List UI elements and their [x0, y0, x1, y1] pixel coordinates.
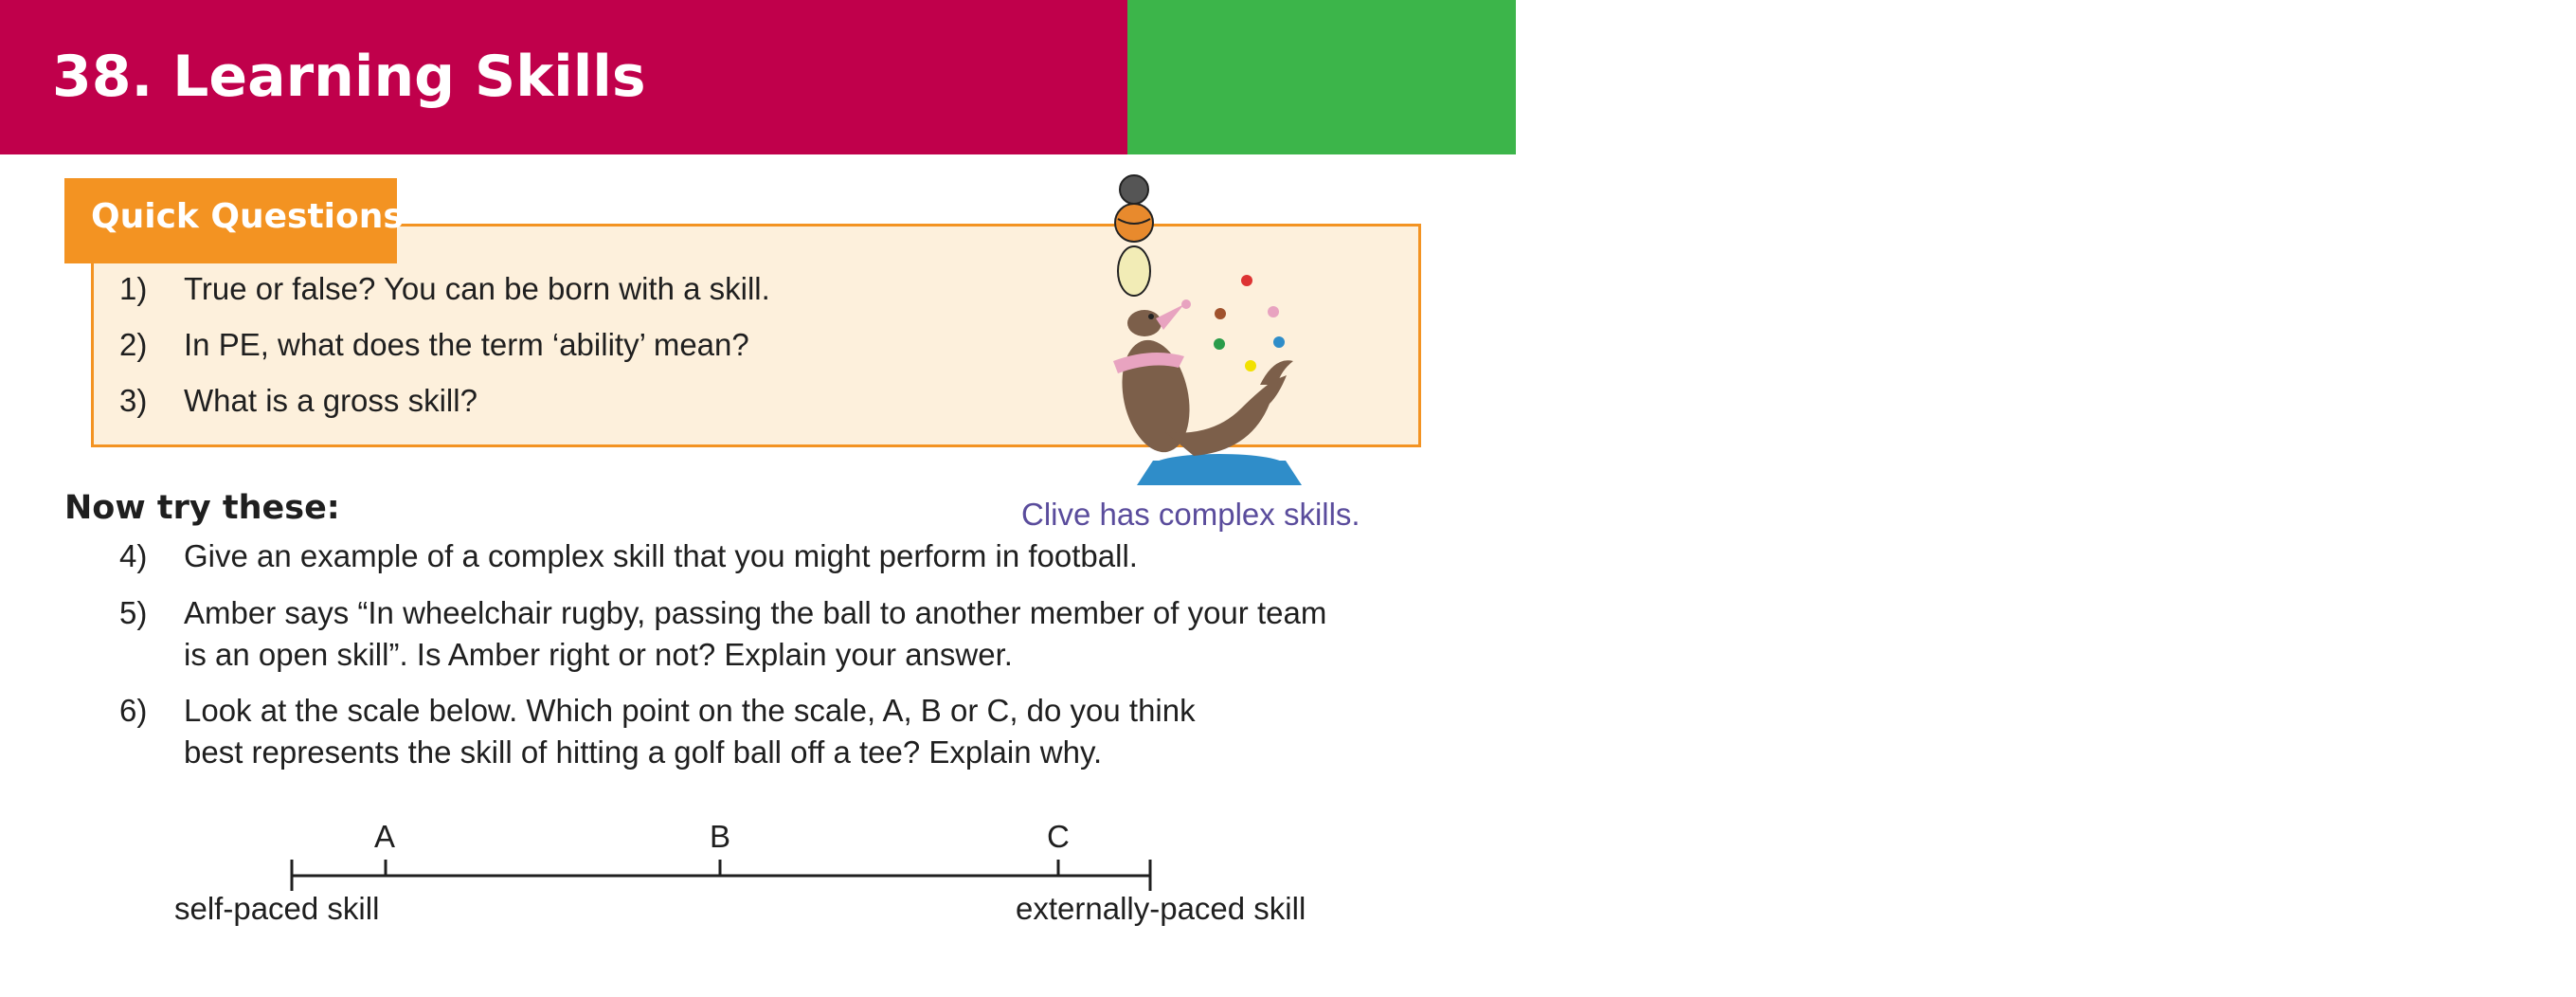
- question-number: 5): [119, 595, 148, 630]
- question-text-line-2: is an open skill”. Is Amber right or not? Explain your answer.: [184, 637, 1013, 672]
- scale-right-label: externally-paced skill: [1016, 891, 1306, 926]
- question-number: 1): [119, 271, 148, 306]
- scale-point-a: A: [374, 819, 396, 854]
- now-try-heading: Now try these:: [64, 489, 340, 527]
- question-text-line-1: Amber says “In wheelchair rugby, passing the ball to another member of your team: [184, 595, 1327, 630]
- section-banner: [1127, 0, 2576, 154]
- question-text-line-1: Look at the scale below. Which point on the scale, A, B or C, do you think: [184, 693, 1196, 728]
- page-title: 38. Learning Skills: [52, 44, 646, 110]
- question-text: In PE, what does the term ‘ability’ mean?: [184, 327, 749, 362]
- quick-questions-heading: Quick Questions: [91, 197, 404, 236]
- title-banner: [0, 0, 1127, 154]
- question-number: 4): [119, 538, 148, 573]
- question-number: 6): [119, 693, 148, 728]
- quick-questions-tab: [64, 178, 404, 263]
- question-text: True or false? You can be born with a skill.: [184, 271, 770, 306]
- page-header: [0, 0, 2576, 154]
- question-number: 3): [119, 383, 148, 418]
- juggling-seal-icon: [1118, 176, 1326, 498]
- section-label: Sport Psychology: [2307, 59, 2576, 91]
- scale-left-label: self-paced skill: [174, 891, 380, 926]
- pacing-scale: [0, 815, 1516, 938]
- question-text: Give an example of a complex skill that you might perform in football.: [184, 538, 1138, 573]
- question-number: 2): [119, 327, 148, 362]
- scale-point-c: C: [1047, 819, 1070, 854]
- question-text-line-2: best represents the skill of hitting a golf ball off a tee? Explain why.: [184, 734, 1103, 770]
- illustration-caption: Clive has complex skills.: [1021, 497, 1360, 532]
- scale-point-b: B: [710, 819, 731, 854]
- question-text: What is a gross skill?: [184, 383, 477, 418]
